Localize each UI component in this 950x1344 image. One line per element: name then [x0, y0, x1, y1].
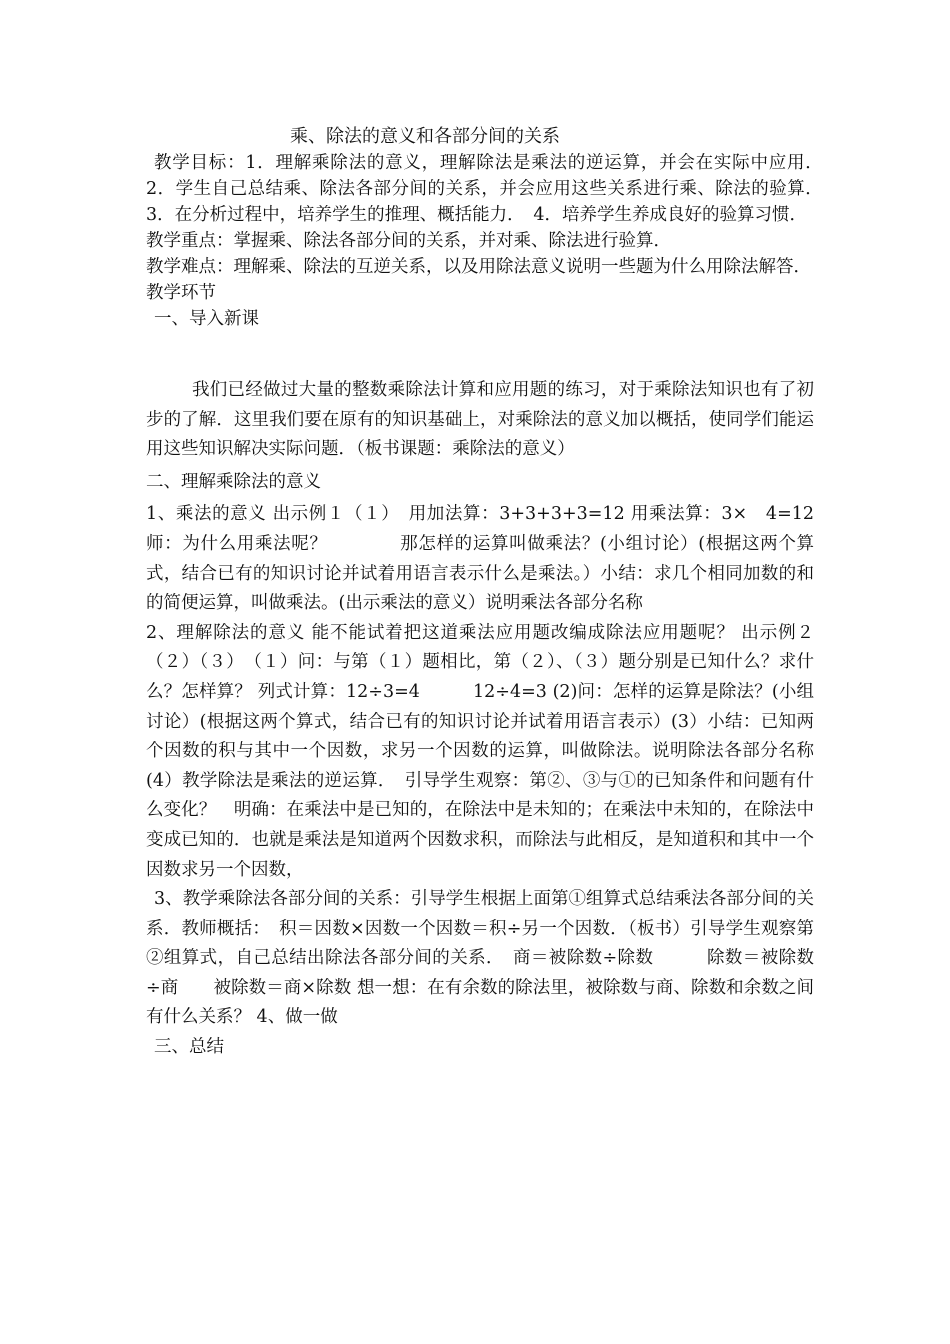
teaching-difficulties: 教学难点：理解乘、除法的互逆关系，以及用除法意义说明一些题为什么用除法解答． — [146, 257, 811, 277]
section-3-heading: 三、总结 — [154, 1037, 224, 1058]
intro-paragraph: 我们已经做过大量的整数乘除法计算和应用题的练习，对于乘除法知识也有了初步的了解．这里我们要在原有的知识基础上，对乘除法的意义加以概括，使同学们能运用这些知识解决实际问题．（板书课题：乘除法的意义） — [146, 380, 814, 460]
section-1-heading: 一、导入新课 — [154, 309, 259, 329]
teaching-key-points: 教学重点：掌握乘、除法各部分间的关系，并对乘、除法进行验算． — [146, 231, 671, 251]
part-1-multiplication: 1、乘法的意义 出示例１（１） 用加法算：3+3+3+3=12 用乘法算：3× 4=12 师：为什么用乘法呢？ 那怎样的运算叫做乘法？(小组讨论）(根据这两个算式，结合已有的知识讨论并试着用语言表示什么是乘法。）小结：求几个相同加数的和的简便运算，叫做乘法。(出示乘法的意义）说明乘法各部分名称 — [146, 504, 814, 614]
document-title: 乘、除法的意义和各部分间的关系 — [290, 126, 560, 147]
teaching-goals: 教学目标：1．理解乘除法的意义，理解除法是乘法的逆运算，并会在实际中应用． 2．学生自己总结乘、除法各部分间的关系，并会应用这些关系进行乘、除法的验算． 3．在分析过程中，培养学生的推理、概括能力． 4．培养学生养成良好的验算习惯． — [146, 153, 832, 225]
body-block — [146, 376, 832, 1063]
part-3-relations: 3、教学乘除法各部分间的关系：引导学生根据上面第①组算式总结乘法各部分间的关系．教师概括： 积＝因数×因数一个因数＝积÷另一个因数．（板书）引导学生观察第②组算式，自己总结出除法各部分间的关系． 商＝被除数÷除数 除数＝被除数÷商 被除数＝商×除数 想一想：在有余数的除法里，被除数与商、除数和余数之间有什么关系？ 4、做一做 — [146, 889, 814, 1028]
header-block — [146, 150, 832, 332]
part-2-division: 2、理解除法的意义 能不能试着把这道乘法应用题改编成除法应用题呢？ 出示例２（２）（３） （１）问：与第（１）题相比，第（２）、（３）题分别是已知什么？求什么？怎样算？ 列式计算：12÷3=4 12÷4=3 (2)问：怎样的运算是除法？(小组讨论）(根据这两个算式，结合已有的知识讨论并试着用语言表示）(3）小结：已知两个因数的积与其中一个因数，求另一个因数的运算，叫做除法。说明除法各部分名称 (4）教学除法是乘法的逆运算． 引导学生观察：第②、③与①的已知条件和问题有什么变化？ 明确：在乘法中是已知的，在除法中是未知的；在乘法中未知的，在除法中变成已知的．也就是乘法是知道两个因数求积，而除法与此相反，是知道积和其中一个因数求另一个因数， — [146, 622, 832, 880]
teaching-stages-heading: 教学环节 — [146, 283, 216, 303]
section-2-heading: 二、理解乘除法的意义 — [146, 471, 321, 492]
